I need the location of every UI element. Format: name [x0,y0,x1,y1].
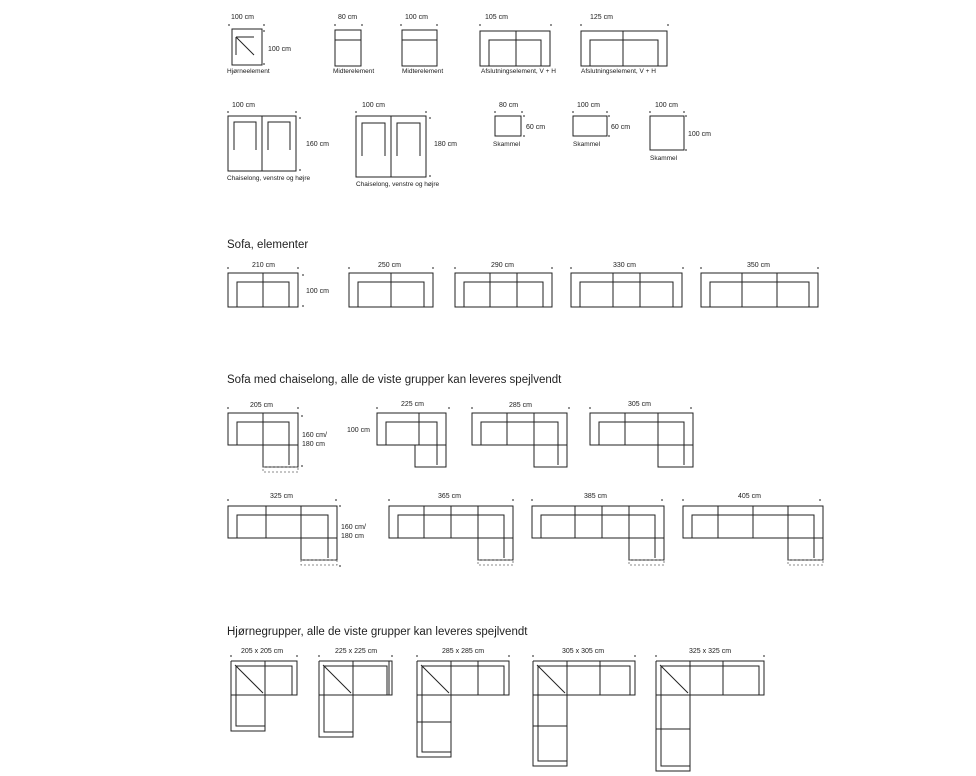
sofa-outline [228,506,337,538]
dimension-mark [302,305,304,307]
module-caption: Skammel [493,141,521,148]
section-heading-sofa: Sofa, elementer [227,239,309,251]
dimension-mark [531,499,533,501]
dimension-mark [436,24,438,26]
dim-label: 100 cm [655,102,678,109]
corner-diagonal [421,665,449,693]
ottoman [573,116,607,136]
sofa-outline [701,273,818,307]
dimension-mark [523,115,525,117]
module-caption: Midterelement [402,68,444,75]
dimension-mark [508,655,510,657]
dimension-mark [454,267,456,269]
dimension-mark [448,407,450,409]
dimension-mark [512,499,514,501]
dimension-mark [334,24,336,26]
dim-label: 100 cm [405,14,428,21]
dimension-mark [301,465,303,467]
dimension-mark [299,117,301,119]
dim-label: 100 cm [347,427,370,434]
dimension-mark [568,407,570,409]
dim-label: 160 cm/ [341,524,366,531]
dim-label: 225 cm [401,401,424,408]
dimension-mark [550,24,552,26]
chaiselong-left [228,116,262,171]
chaise-extension-outline [263,467,298,472]
chaiselong-outline [301,538,337,560]
dim-label: 80 cm [499,102,519,109]
dimension-mark [348,267,350,269]
middle-module [335,30,361,66]
dimension-mark [572,111,574,113]
dimension-mark [532,655,534,657]
backrest-line [386,422,437,465]
dimension-mark [227,407,229,409]
sofa-outline [532,506,664,538]
dimension-mark [391,655,393,657]
dimension-mark [685,115,687,117]
dimension-mark [299,169,301,171]
dim-label: 100 cm [232,102,255,109]
dim-label: 290 cm [491,262,514,269]
dimension-mark [649,111,651,113]
dimension-mark [339,505,341,507]
chaiselong-outline [658,445,693,467]
dimension-mark [339,565,341,567]
backrest-line [237,515,328,558]
dimension-mark [763,655,765,657]
dim-label: 325 x 325 cm [689,648,732,655]
chaiselong-outline [629,538,664,560]
module-caption: Skammel [650,155,678,162]
chaise-extension-outline [478,560,513,565]
sofa-outline [480,31,550,66]
chaiselong-left [356,116,391,177]
dimension-mark [494,111,496,113]
dimension-mark [228,24,230,26]
dimension-mark [302,274,304,276]
dimension-mark [297,267,299,269]
dim-label: 385 cm [584,493,607,500]
dim-label: 180 cm [434,141,457,148]
dimension-mark [429,117,431,119]
module-caption: Chaiselong, venstre og højre [356,181,440,188]
backrest-line [268,122,290,150]
dimension-mark [227,267,229,269]
middle-module [402,30,437,66]
dimension-mark [682,499,684,501]
dim-label: 100 cm [688,131,711,138]
backrest-line [541,515,655,558]
dim-label: 100 cm [231,14,254,21]
backrest-line [710,282,809,307]
dimension-mark [685,149,687,151]
chaiselong-outline [263,445,298,467]
backrest-line [481,422,558,465]
dimension-mark [521,111,523,113]
module-caption: Skammel [573,141,601,148]
chaiselong-outline [788,538,823,560]
dim-label: 60 cm [611,124,631,131]
dimension-mark [227,111,229,113]
dimension-mark [263,63,265,65]
dimension-mark [376,407,378,409]
dim-label: 325 cm [270,493,293,500]
dim-label: 285 x 285 cm [442,648,485,655]
backrest-line [464,282,543,307]
dim-label: 180 cm [302,441,325,448]
dimension-mark [295,111,297,113]
dimension-mark [700,267,702,269]
module-caption: Afslutningselement, V + H [581,68,656,75]
dim-label: 180 cm [341,533,364,540]
section-heading-chaise: Sofa med chaiselong, alle de viste grupper kan leveres spejlvendt [227,374,562,386]
dim-label: 160 cm [306,141,329,148]
sofa-outline [472,413,567,445]
backrest-line [580,282,673,307]
dim-label: 210 cm [252,262,275,269]
dimension-mark [400,24,402,26]
dimension-mark [432,267,434,269]
dim-label: 365 cm [438,493,461,500]
corner-diagonal [660,665,688,693]
chaise-extension-outline [629,560,664,565]
dimension-mark [429,175,431,177]
dim-label: 80 cm [338,14,358,21]
dim-label: 205 x 205 cm [241,648,284,655]
dimension-mark [388,499,390,501]
dimension-mark [819,499,821,501]
dimension-mark [297,407,299,409]
chaiselong-right [391,116,426,177]
dim-label: 205 cm [250,402,273,409]
sofa-outline [377,413,446,445]
dim-label: 100 cm [306,288,329,295]
backrest-line [362,123,385,156]
module-caption: Midterelement [333,68,375,75]
dimension-mark [608,115,610,117]
dim-label: 225 x 225 cm [335,648,378,655]
dimension-mark [471,407,473,409]
section-heading-corner: Hjørnegrupper, alle de viste grupper kan leveres spejlvendt [227,626,528,638]
dimension-mark [634,655,636,657]
backrest-line [397,123,420,156]
chaise-extension-outline [301,560,337,565]
sofa-outline [590,413,693,445]
chaiselong-outline [478,538,513,560]
dimension-mark [523,135,525,137]
dim-label: 305 cm [628,401,651,408]
chaiselong-outline [415,445,446,467]
sofa-outline [571,273,682,307]
backrest-line [234,122,256,150]
dimension-mark [355,111,357,113]
dimension-mark [335,499,337,501]
dimension-mark [318,655,320,657]
dimension-mark [570,267,572,269]
backrest-line [590,40,658,66]
chaise-extension-outline [788,560,823,565]
ottoman [650,116,684,150]
corner-diagonal [323,665,351,693]
corner-diagonal [236,37,254,55]
dimension-mark [606,111,608,113]
module-caption: Chaiselong, venstre og højre [227,175,311,182]
dimension-mark [580,24,582,26]
dimension-mark [425,111,427,113]
dimension-mark [589,407,591,409]
dim-label: 100 cm [268,46,291,53]
dim-label: 100 cm [362,102,385,109]
dimension-mark [416,655,418,657]
corner-diagonal [537,665,565,693]
dimension-mark [655,655,657,657]
dimension-mark [263,24,265,26]
dimension-mark [479,24,481,26]
dimension-mark [661,499,663,501]
module-caption: Afslutningselement, V + H [481,68,556,75]
dimension-mark [263,30,265,32]
dimension-mark [361,24,363,26]
dimension-mark [608,135,610,137]
sofa-outline [581,31,667,66]
backrest-line [489,40,541,66]
dimension-mark [227,499,229,501]
chaiselong-outline [534,445,567,467]
sofa-outline [455,273,552,307]
dim-label: 285 cm [509,402,532,409]
dim-label: 330 cm [613,262,636,269]
dim-label: 405 cm [738,493,761,500]
module-caption: Hjørneelement [227,68,270,75]
dimension-mark [817,267,819,269]
dim-label: 60 cm [526,124,546,131]
chaiselong-right [262,116,296,171]
dim-label: 305 x 305 cm [562,648,605,655]
dim-label: 125 cm [590,14,613,21]
backrest-line [599,422,684,465]
dim-label: 250 cm [378,262,401,269]
dimension-mark [683,111,685,113]
dim-label: 100 cm [577,102,600,109]
dimension-mark [551,267,553,269]
corner-diagonal [235,665,263,693]
dimension-mark [296,655,298,657]
dim-label: 350 cm [747,262,770,269]
dimension-mark [682,267,684,269]
ottoman [495,116,521,136]
dim-label: 160 cm/ [302,432,327,439]
dimension-mark [230,655,232,657]
dimension-mark [301,415,303,417]
dim-label: 105 cm [485,14,508,21]
dimension-mark [667,24,669,26]
dimension-mark [690,407,692,409]
